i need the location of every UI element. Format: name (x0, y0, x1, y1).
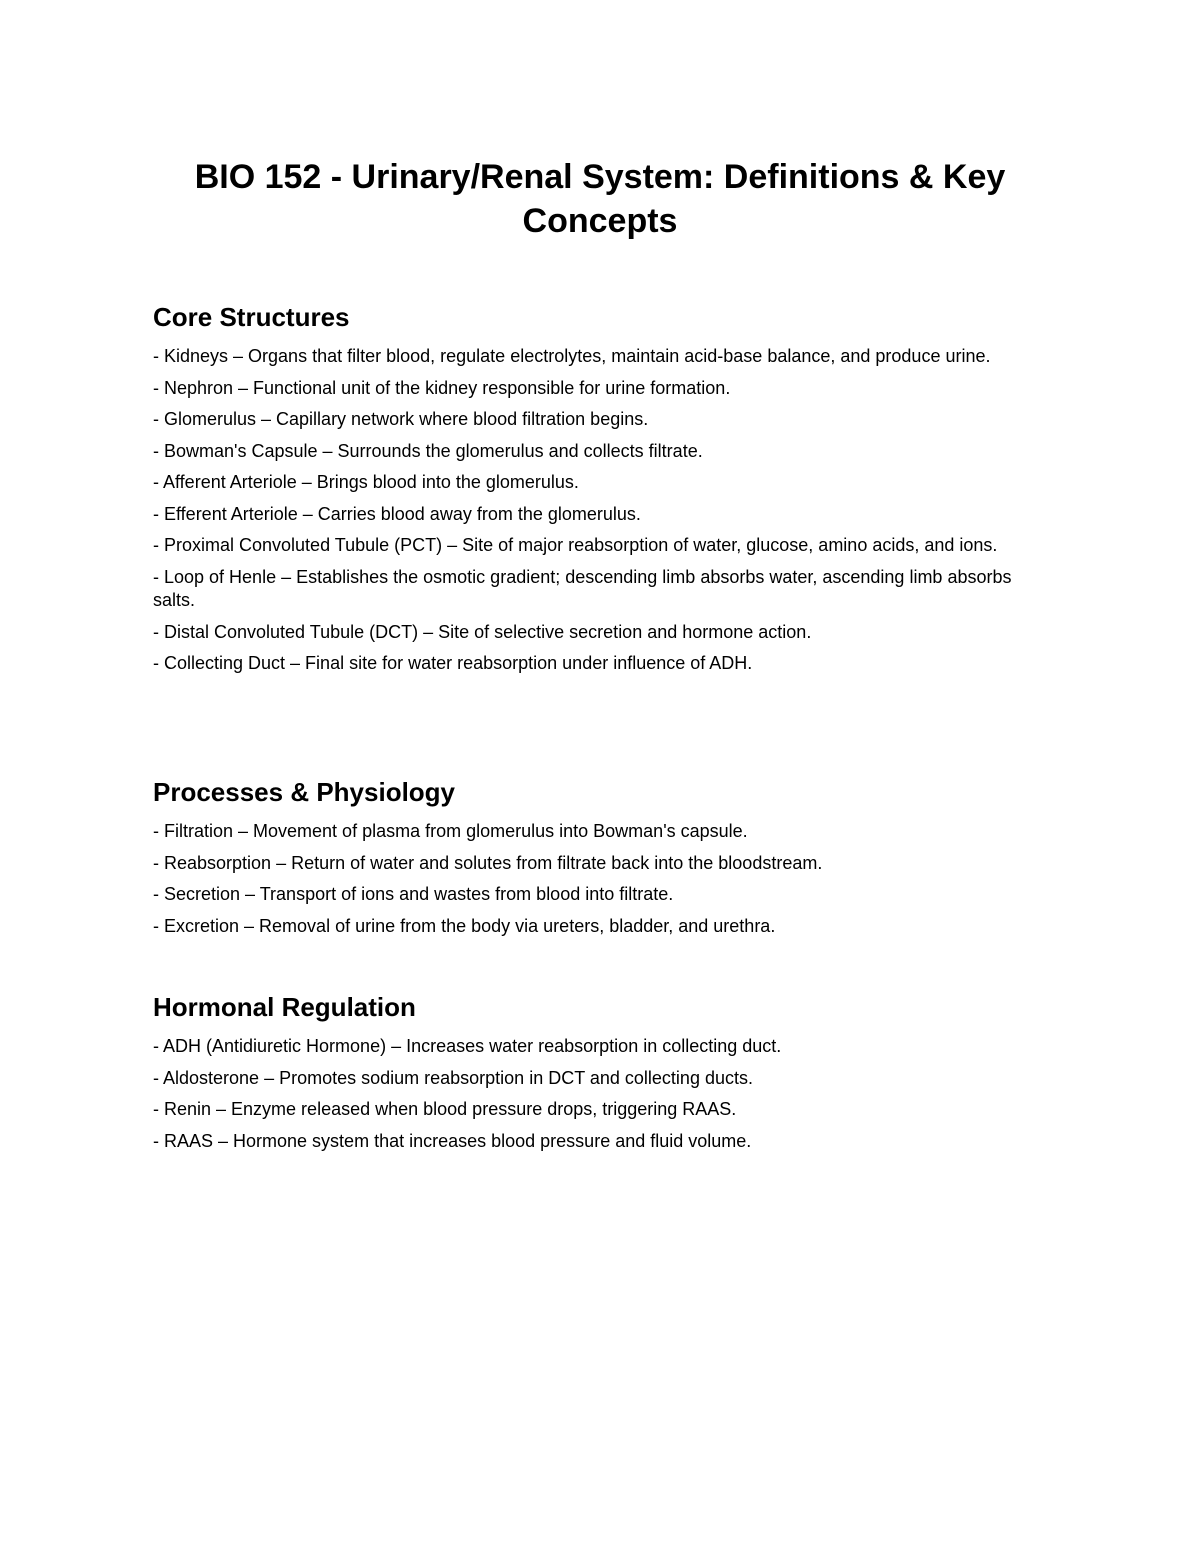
section-core-structures (153, 300, 1053, 684)
section-hormonal-regulation (153, 990, 1053, 1161)
hormonal-regulation-list (153, 1035, 1053, 1153)
definition-aldosterone: - Aldosterone – Promotes sodium reabsorption in DCT and collecting ducts. (153, 1067, 753, 1088)
section-heading-processes-physiology: Processes & Physiology (153, 777, 456, 807)
definition-collecting-duct: - Collecting Duct – Final site for water reabsorption under influence of ADH. (153, 653, 753, 673)
definition-bowmans-capsule: - Bowman's Capsule – Surrounds the glomerulus and collects filtrate. (153, 440, 703, 461)
definition-efferent-arteriole: - Efferent Arteriole – Carries blood away from the glomerulus. (153, 503, 641, 524)
definition-raas: - RAAS – Hormone system that increases blood pressure and fluid volume. (153, 1130, 752, 1151)
definition-renin: - Renin – Enzyme released when blood pressure drops, triggering RAAS. (153, 1099, 737, 1119)
definition-glomerulus: - Glomerulus – Capillary network where blood filtration begins. (153, 409, 649, 429)
section-processes-physiology (153, 775, 1053, 946)
document-title: BIO 152 - Urinary/Renal System: Definitions & Key Concepts (194, 158, 1006, 240)
section-heading-core-structures: Core Structures (153, 302, 350, 332)
definition-filtration: - Filtration – Movement of plasma from glomerulus into Bowman's capsule. (153, 821, 748, 841)
definition-nephron: - Nephron – Functional unit of the kidney responsible for urine formation. (153, 377, 731, 398)
definition-reabsorption: - Reabsorption – Return of water and solutes from filtrate back into the bloodstream. (153, 852, 823, 873)
core-structures-list (153, 345, 1053, 676)
definition-afferent-arteriole: - Afferent Arteriole – Brings blood into the glomerulus. (153, 472, 579, 492)
processes-list (153, 820, 1053, 938)
definition-kidneys: - Kidneys – Organs that filter blood, regulate electrolytes, maintain acid-base balance, and produce urine. (153, 346, 991, 366)
definition-proximal-convoluted-tubule: - Proximal Convoluted Tubule (PCT) – Site of major reabsorption of water, glucose, amino acids, and ions. (153, 535, 998, 555)
definition-excretion: - Excretion – Removal of urine from the body via ureters, bladder, and urethra. (153, 915, 776, 936)
definition-secretion: - Secretion – Transport of ions and wastes from blood into filtrate. (153, 884, 674, 904)
definition-loop-of-henle: - Loop of Henle – Establishes the osmotic gradient; descending limb absorbs water, ascending limb absorbs salts. (153, 566, 1012, 610)
definition-adh: - ADH (Antidiuretic Hormone) – Increases water reabsorption in collecting duct. (153, 1036, 782, 1056)
section-heading-hormonal-regulation: Hormonal Regulation (153, 992, 416, 1022)
definition-distal-convoluted-tubule: - Distal Convoluted Tubule (DCT) – Site of selective secretion and hormone action. (153, 621, 812, 642)
